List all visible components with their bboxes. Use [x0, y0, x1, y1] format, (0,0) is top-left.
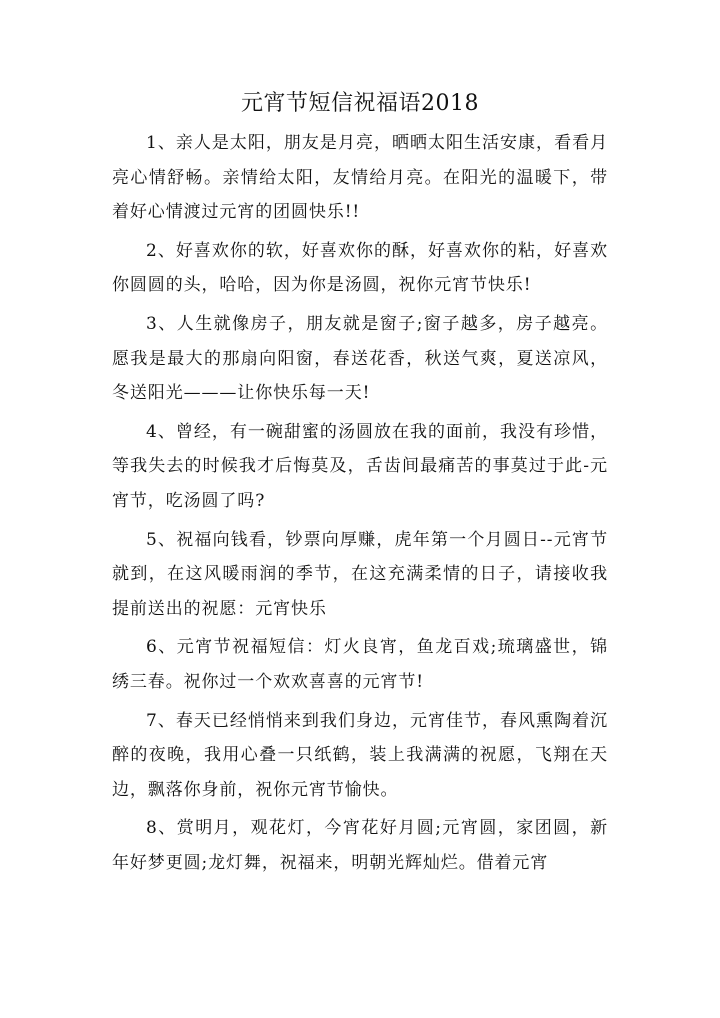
paragraph-7: 7、春天已经悄悄来到我们身边，元宵佳节，春风熏陶着沉醉的夜晚，我用心叠一只纸鹤，装上我满满的祝愿，飞翔在天边，飘落你身前，祝你元宵节愉快。: [112, 710, 608, 800]
document-body: [112, 126, 608, 884]
paragraph-4: 4、曾经，有一碗甜蜜的汤圆放在我的面前，我没有珍惜，等我失去的时候我才后悔莫及，舌齿间最痛苦的事莫过于此-元宵节，吃汤圆了吗?: [112, 421, 608, 511]
paragraph-8: 8、赏明月，观花灯，今宵花好月圆;元宵圆，家团圆，新年好梦更圆;龙灯舞，祝福来，明朝光辉灿烂。借着元宵: [112, 818, 608, 873]
paragraph-1: 1、亲人是太阳，朋友是月亮，晒晒太阳生活安康，看看月亮心情舒畅。亲情给太阳，友情给月亮。在阳光的温暖下，带着好心情渡过元宵的团圆快乐!!: [112, 133, 608, 223]
document-title: 元宵节短信祝福语2018: [241, 91, 479, 116]
paragraph-6: 6、元宵节祝福短信：灯火良宵，鱼龙百戏;琉璃盛世，锦绣三春。祝你过一个欢欢喜喜的元宵节!: [112, 637, 608, 692]
paragraph-2: 2、好喜欢你的软，好喜欢你的酥，好喜欢你的粘，好喜欢你圆圆的头，哈哈，因为你是汤圆，祝你元宵节快乐!: [112, 240, 608, 296]
paragraph-3: 3、人生就像房子，朋友就是窗子;窗子越多，房子越亮。愿我是最大的那扇向阳窗，春送花香，秋送气爽，夏送凉风，冬送阳光———让你快乐每一天!: [112, 313, 608, 404]
paragraph-5: 5、祝福向钱看，钞票向厚赚，虎年第一个月圆日--元宵节就到，在这风暖雨润的季节，在这充满柔情的日子，请接收我提前送出的祝愿：元宵快乐: [112, 529, 608, 619]
